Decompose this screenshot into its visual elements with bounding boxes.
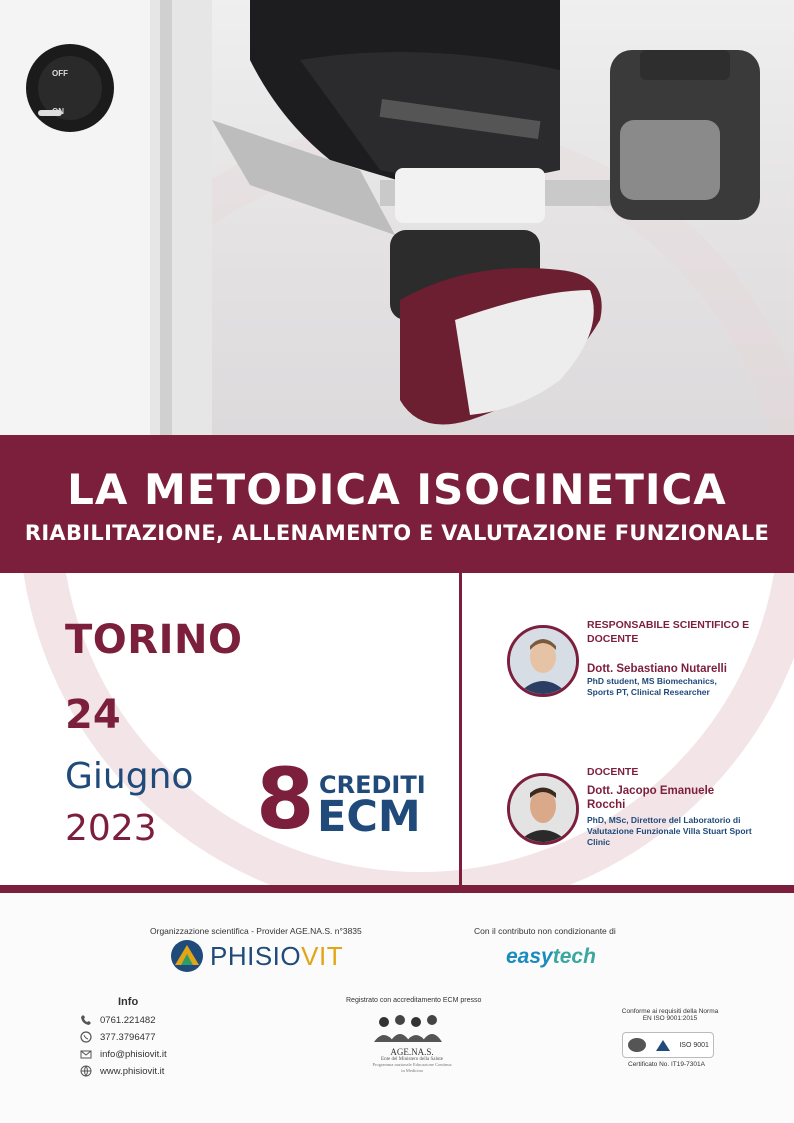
- easytech-logo-tech: tech: [552, 945, 596, 968]
- credits-ecm-label: ECM: [317, 792, 421, 842]
- certification-seal-icon: [627, 1037, 647, 1053]
- page-subtitle: RIABILITAZIONE, ALLENAMENTO E VALUTAZIONE FUNZIONALE: [24, 521, 770, 545]
- organizer-note: Organizzazione scientifica - Provider AGE.NA.S. n°3835: [150, 926, 362, 936]
- section-divider: [0, 885, 794, 893]
- credits-label: CREDITI: [319, 771, 426, 799]
- mail-icon: [80, 1048, 92, 1060]
- phisiovit-logo-prefix: PHISIO: [210, 940, 302, 971]
- iso-badge-label: ISO 9001: [679, 1041, 709, 1049]
- agenas-logo: [372, 1012, 452, 1074]
- avatar: [507, 773, 579, 845]
- iso-note-line1: Conforme ai requisiti della Norma: [621, 1008, 719, 1015]
- agenas-name: AGE.NA.S.: [390, 1047, 434, 1057]
- phisiovit-emblem-icon: [170, 939, 204, 973]
- easytech-logo: [506, 945, 596, 969]
- dial-on-label: ON: [52, 107, 64, 116]
- credits-number: 8: [256, 750, 315, 848]
- event-year: 2023: [65, 808, 157, 849]
- info-website[interactable]: www.phisiovit.it: [100, 1065, 165, 1077]
- list-item: [80, 1048, 167, 1060]
- whatsapp-icon: [80, 1031, 92, 1043]
- info-title: Info: [118, 996, 139, 1008]
- info-phone[interactable]: 0761.221482: [100, 1014, 156, 1026]
- list-item: [80, 1031, 155, 1043]
- event-month: Giugno: [65, 756, 194, 797]
- info-email[interactable]: info@phisiovit.it: [100, 1048, 167, 1060]
- iso-badge: [622, 1032, 714, 1058]
- phone-icon: [80, 1014, 92, 1026]
- sponsor-note: Con il contributo non condizionante di: [474, 926, 616, 936]
- list-item: [80, 1065, 164, 1077]
- avatar: [507, 625, 579, 697]
- globe-icon: [80, 1065, 92, 1077]
- person-portrait-icon: [510, 628, 576, 694]
- agenas-sub2: Programma nazionale Educazione Continua in Medicina: [372, 1062, 452, 1073]
- accreditation-note: Registrato con accreditamento ECM presso: [346, 997, 482, 1004]
- certificate-number: Certificato No. IT19-7301A: [628, 1061, 705, 1068]
- faculty-1-description: PhD student, MS Biomechanics, Sports PT, Clinical Researcher: [587, 676, 717, 697]
- hero-photo: [0, 0, 794, 435]
- event-day: 24: [65, 692, 121, 738]
- faculty-1-role: RESPONSABILE SCIENTIFICO E DOCENTE: [587, 619, 750, 645]
- faculty-1-name: Dott. Sebastiano Nutarelli: [587, 663, 727, 675]
- iso-note-line2: EN ISO 9001:2015: [642, 1015, 698, 1022]
- page-title: LA METODICA ISOCINETICA: [67, 465, 727, 514]
- agenas-people-icon: [372, 1012, 452, 1042]
- mountain-icon: [655, 1038, 671, 1052]
- event-city: TORINO: [65, 617, 243, 663]
- phisiovit-logo: [170, 939, 343, 973]
- iso-note: [615, 1008, 725, 1022]
- faculty-2-role: DOCENTE: [587, 766, 639, 778]
- faculty-2-name: Dott. Jacopo Emanuele Rocchi: [587, 785, 715, 811]
- isokinetic-machine-illustration: [0, 0, 794, 435]
- info-whatsapp[interactable]: 377.3796477: [100, 1031, 156, 1043]
- agenas-sub: Ente del Ministero della Salute: [381, 1057, 443, 1062]
- dial-off-label: OFF: [52, 69, 68, 78]
- person-portrait-icon: [510, 776, 576, 842]
- easytech-logo-easy: easy: [506, 945, 553, 968]
- column-divider: [459, 573, 462, 885]
- faculty-2-description: PhD, MSc, Direttore del Laboratorio di Valutazione Funzionale Villa Stuart Sport Clinic: [587, 815, 752, 847]
- phisiovit-logo-suffix: VIT: [301, 940, 344, 971]
- machine-dial-labels: [52, 55, 68, 131]
- list-item: [80, 1014, 155, 1026]
